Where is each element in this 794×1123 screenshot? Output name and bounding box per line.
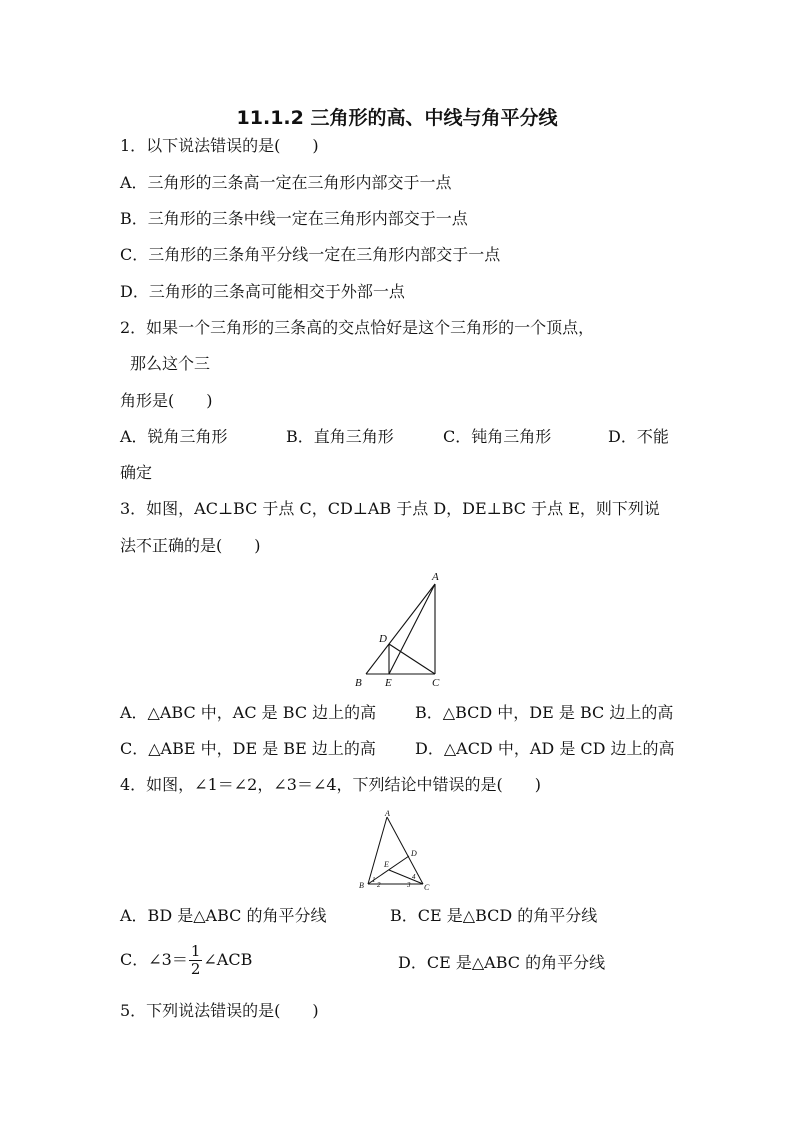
q4-label-c: C (424, 883, 430, 892)
q3-stem-line2: 法不正确的是( ) (120, 536, 261, 555)
q3-stem-line1: 3．如图，AC⊥BC 于点 C，CD⊥AB 于点 D，DE⊥BC 于点 E，则下列说 (120, 499, 660, 518)
q4-label-b: B (359, 881, 364, 890)
q4-option-a: A．BD 是△ABC 的角平分线 (120, 906, 327, 925)
q2-option-b: B．直角三角形 (286, 427, 394, 446)
fraction-denominator: 2 (190, 960, 201, 978)
segment-ac (387, 817, 423, 884)
q4-option-d: D．CE 是△ABC 的角平分线 (398, 953, 606, 972)
segment-ab (366, 584, 435, 674)
q3-label-c: C (432, 677, 440, 689)
q3-figure-lines (366, 584, 435, 674)
q2-option-d-continued: 确定 (120, 463, 153, 482)
q2-stem-line1: 2．如果一个三角形的三条高的交点恰好是这个三角形的一个顶点， (120, 318, 595, 337)
segment-ce (389, 870, 423, 884)
q4-angle-2: 2 (377, 881, 381, 889)
page-title: 11.1.2 三角形的高、中线与角平分线 (236, 107, 558, 129)
q4-label-a: A (385, 809, 390, 818)
fraction-numerator: 1 (190, 942, 201, 960)
q1-option-d: D．三角形的三条高可能相交于外部一点 (120, 282, 405, 301)
fraction-one-half (189, 943, 203, 978)
q2-option-d: D．不能 (608, 427, 669, 446)
q3-option-d: D．△ACD 中，AD 是 CD 边上的高 (415, 739, 675, 758)
q4-option-b: B．CE 是△BCD 的角平分线 (390, 906, 598, 925)
q4-option-c (120, 940, 252, 980)
q3-option-b: B．△BCD 中，DE 是 BC 边上的高 (415, 703, 674, 722)
q3-label-e: E (385, 677, 392, 689)
q4-label-d: D (411, 849, 417, 858)
q1-option-b: B．三角形的三条中线一定在三角形内部交于一点 (120, 209, 468, 228)
q5-stem: 5．下列说法错误的是( ) (120, 1001, 319, 1020)
q3-label-a: A (432, 571, 439, 583)
q3-figure (352, 568, 452, 690)
q3-option-c: C．△ABE 中，DE 是 BE 边上的高 (120, 739, 376, 758)
q2-stem-line2: 那么这个三 (130, 354, 211, 373)
segment-cd (389, 644, 435, 674)
q1-option-a: A．三角形的三条高一定在三角形内部交于一点 (120, 173, 452, 192)
segment-ab (368, 817, 387, 884)
q4-angle-1: 1 (372, 876, 376, 884)
q4-angle-4: 4 (412, 873, 416, 881)
q2-option-c: C．钝角三角形 (443, 427, 552, 446)
q3-label-b: B (355, 677, 362, 689)
segment-ea (389, 584, 435, 674)
q4-angle-3: 3 (407, 881, 411, 889)
q4-option-c-prefix: C．∠3＝ (120, 950, 188, 969)
q3-label-d: D (379, 633, 387, 645)
q4-stem: 4．如图，∠1＝∠2，∠3＝∠4，下列结论中错误的是( ) (120, 775, 542, 794)
q2-stem-line3: 角形是( ) (120, 391, 213, 410)
q2-option-a: A．锐角三角形 (120, 427, 228, 446)
q1-stem: 1．以下说法错误的是( ) (120, 136, 319, 155)
q1-option-c: C．三角形的三条角平分线一定在三角形内部交于一点 (120, 245, 501, 264)
q4-label-e: E (384, 860, 389, 869)
q3-option-a: A．△ABC 中，AC 是 BC 边上的高 (120, 703, 377, 722)
q4-option-c-suffix: ∠ACB (203, 950, 253, 969)
q4-figure (357, 808, 437, 894)
